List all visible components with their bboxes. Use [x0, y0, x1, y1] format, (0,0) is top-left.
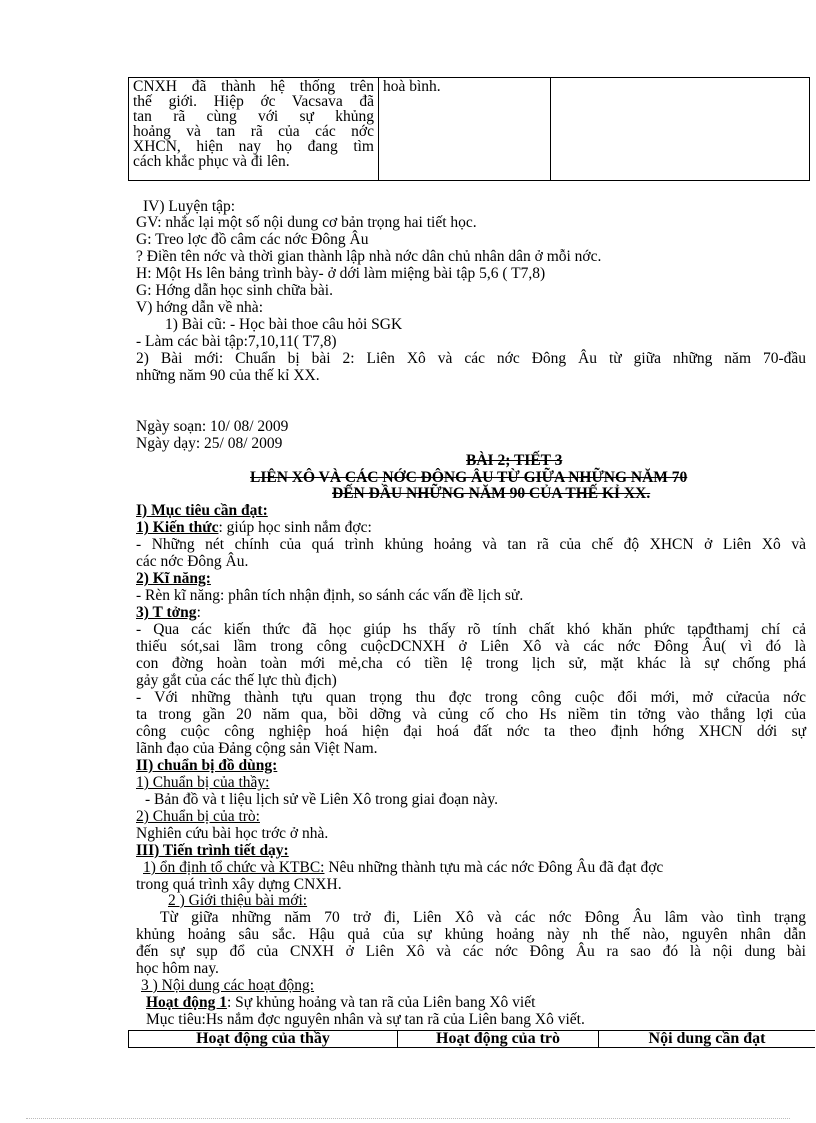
thought-label: 3) T tởng — [136, 604, 197, 621]
header-student: Hoạt động của trò — [398, 1031, 599, 1048]
practice-line: GV: nhắc lại một số nội dung cơ bản trọng hai tiết học. — [136, 214, 477, 231]
lesson-title-line2: ĐẾN ĐẦU NHỮNG NĂM 90 CỦA THẾ KỈ XX. — [332, 485, 651, 502]
activity-label: Hoạt động 1 — [146, 994, 227, 1011]
activity-table — [128, 1030, 815, 1048]
step1-text: Nêu những thành tựu mà các nớc Đông Âu đã đạt đợc — [324, 859, 664, 876]
thought-colon: : — [196, 604, 201, 621]
practice-line: G: Treo lợc đồ câm các nớc Đông Âu — [136, 231, 369, 248]
activity-text: : Sự khủng hoảng và tan rã của Liên bang Xô viết — [226, 994, 536, 1011]
teacher-prep-label: 1) Chuẩn bị của thầy: — [136, 774, 270, 791]
thought-line: ta trong gần 20 năm qua, bồi dỡng và củng cố cho Hs niềm tin tởng vào thắng lợi của — [136, 706, 806, 723]
header-teacher: Hoạt động của thầy — [129, 1031, 398, 1048]
intro-line: đến sự sụp đổ của CNXH ở Liên Xô và các nớc Đông Âu ra sao đó là nội dung bài — [136, 943, 806, 960]
step3-label: 3 ) Nội dung các hoạt động: — [141, 977, 315, 994]
practice-line: G: Hớng dẫn học sinh chữa bài. — [136, 282, 333, 299]
knowledge-row — [136, 520, 372, 535]
skills-text: - Rèn kĩ năng: phân tích nhận định, so sánh các vấn đề lịch sử. — [136, 587, 524, 604]
homework-item: những năm 90 của thế kỉ XX. — [136, 367, 320, 384]
intro-line: khủng hoảng sâu sắc. Hậu quả của sự khủng hoảng này nh thế nào, nguyên nhân dẫn — [136, 926, 806, 943]
cell-text: hoà bình. — [383, 78, 441, 95]
intro-line: Từ giữa những năm 70 trở đi, Liên Xô và các nớc Đông Âu lâm vào tình trạng — [160, 909, 806, 926]
table-header-row — [129, 1031, 816, 1048]
thought-line: lãnh đạo của Đảng cộng sản Việt Nam. — [136, 740, 378, 757]
step2-label: 2 ) Giới thiệu bài mới: — [168, 892, 308, 909]
thought-line: - Với những thành tựu quan trọng thu đợc trong công cuộc đổi mới, mở cửacủa nớc — [136, 689, 806, 706]
lesson-title-line1: LIÊN XÔ VÀ CÁC NỚC ĐÔNG ÂU TỪ GIỮA NHỮNG NĂM 70 — [250, 469, 688, 486]
process-heading: III) Tiến trình tiết dạy: — [136, 842, 289, 859]
table-cell-content — [551, 78, 810, 181]
intro-line: học hôm nay. — [136, 960, 219, 977]
step1-line: trong quá trình xây dựng CNXH. — [136, 876, 342, 893]
skills-label: 2) Kĩ năng: — [136, 570, 211, 587]
activity-row — [146, 995, 535, 1010]
thought-line: - Qua các kiến thức đã học giúp hs thấy rõ tính chất khó khăn phức tạpđthamj chí cả — [136, 621, 806, 638]
knowledge-label: 1) Kiến thức — [136, 519, 219, 536]
practice-line: H: Một Hs lên bảng trình bày- ở dới làm miệng bài tập 5,6 ( T7,8) — [136, 265, 546, 282]
thought-line: con đờng hoàn toàn mới mẻ,cha có tiền lệ trong lịch sử, mặt khác là sự chống phá — [136, 655, 806, 672]
thought-line: công cuộc công nghiệp hoá hiện đại hoá đất nớc ta theo định hớng XHCN dới sự — [136, 723, 806, 740]
homework-item: 1) Bài cũ: - Học bài thoe câu hỏi SGK — [165, 316, 403, 333]
activity-goal: Mục tiêu:Hs nắm đợc nguyên nhân và sự tan rã của Liên bang Xô viết. — [146, 1011, 585, 1028]
homework-item: - Làm các bài tập:7,10,11( T7,8) — [136, 333, 337, 350]
table-cell-student — [379, 78, 551, 181]
knowledge-line: - Những nét chính của quá trình khủng hoảng và tan rã của chế độ XHCN ở Liên Xô và — [136, 536, 806, 553]
practice-heading: IV) Luyện tập: — [143, 198, 236, 215]
step1-row — [143, 860, 663, 875]
cell-line: tan rã cùng với sự khủng — [133, 108, 374, 125]
cell-line: thế giới. Hiệp ớc Vacsava đã — [133, 93, 374, 110]
knowledge-intro: : giúp học sinh nắm đợc: — [218, 519, 372, 536]
student-prep-text: Nghiên cứu bài học trớc ở nhà. — [136, 825, 329, 842]
cell-line: XHCN, hiện nay họ đang tìm — [133, 138, 374, 155]
continued-lesson-table — [128, 77, 810, 181]
header-content: Nội dung cần đạt — [599, 1031, 816, 1048]
cell-line: CNXH đã thành hệ thống trên — [133, 78, 374, 95]
objectives-heading: I) Mục tiêu cần đạt: — [136, 502, 268, 519]
lesson-number: BÀI 2; TIẾT 3 — [466, 452, 563, 469]
thought-line: thiếu sót,sai lầm trong công cuộcDCNXH ở Liên Xô và các nớc Đông Âu( vì đó là — [136, 638, 806, 655]
homework-heading: V) hớng dẫn về nhà: — [136, 299, 263, 316]
student-prep-label: 2) Chuẩn bị của trò: — [136, 808, 260, 825]
date-prepared: Ngày soạn: 10/ 08/ 2009 — [136, 418, 289, 435]
knowledge-line: các nớc Đông Âu. — [136, 553, 249, 570]
cell-line: cách khắc phục và đi lên. — [133, 153, 290, 170]
teacher-prep-text: - Bản đồ và t liệu lịch sử về Liên Xô trong giai đoạn này. — [145, 791, 499, 808]
practice-line: ? Điền tên nớc và thời gian thành lập nhà nớc dân chủ nhân dân ở mỗi nớc. — [136, 248, 602, 265]
thought-row — [136, 605, 201, 620]
cell-line: hoảng và tan rã của các nớc — [133, 123, 374, 140]
step1-label: 1) ổn định tổ chức và KTBC: — [143, 859, 325, 876]
materials-heading: II) chuẩn bị đồ dùng: — [136, 757, 278, 774]
thought-line: gảy gắt của các thế lực thù địch) — [136, 672, 337, 689]
date-taught: Ngày dạy: 25/ 08/ 2009 — [136, 435, 283, 452]
table-cell-teacher — [129, 78, 379, 181]
page-footer-divider — [26, 1118, 790, 1119]
homework-item: 2) Bài mới: Chuẩn bị bài 2: Liên Xô và các nớc Đông Âu từ giữa những năm 70-đầu — [136, 350, 806, 367]
